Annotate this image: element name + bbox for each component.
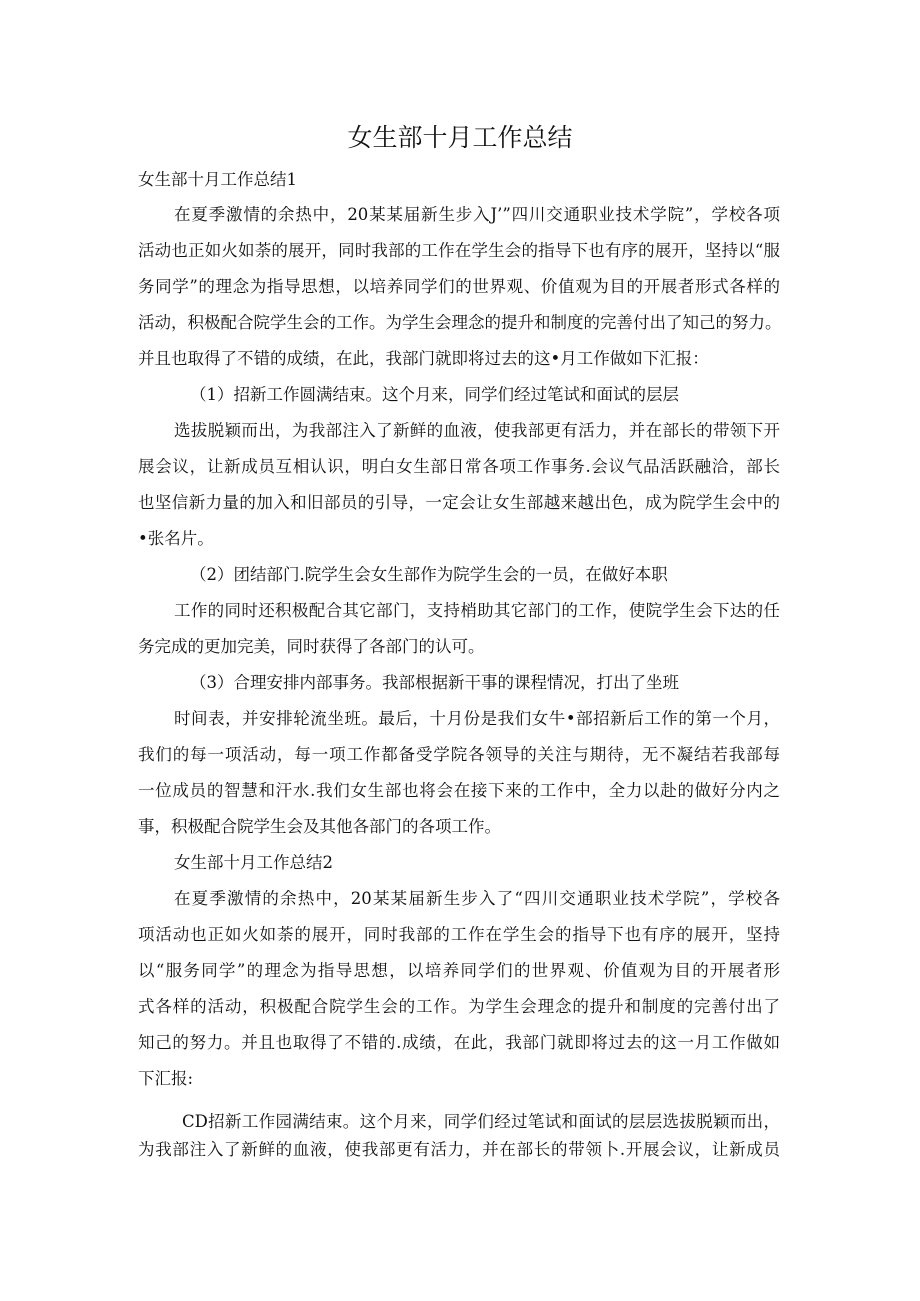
paragraph-line: 并且也取得了不错的成绩，在此，我部门就即将过去的这•月工作做如下汇报： <box>138 349 709 368</box>
list-item-heading-2: （2）团结部门.院学生会女生部作为院学生会的一员，在做好本职 <box>190 565 668 584</box>
paragraph-line: 为我部注入了新鲜的血液，使我部更有活力，并在部长的带领卜.开展会议，让新成员 <box>138 1140 780 1159</box>
section-heading-1: 女生部十月工作总结1 <box>138 170 297 189</box>
paragraph-line: 事，积极配合院学生会及其他各部门的各项工作。 <box>138 817 501 836</box>
paragraph-line: 以“服务同学”的理念为指导思想，以培养同学们的世界观、价值观为目的开展者形 <box>138 961 780 980</box>
paragraph-line: 时间表，并安排轮流坐班。最后，十月份是我们女牛•部招新后工作的第一个月， <box>174 709 780 728</box>
paragraph-line: 项活动也正如火如荼的展开，同时我部的工作在学生会的指导下也有序的展开，坚持 <box>138 925 780 944</box>
paragraph-line: •张名片。 <box>138 529 214 548</box>
paragraph-line: 活动也正如火如荼的展开，同时我部的工作在学生会的指导下也有序的展开，坚持以“服 <box>138 241 780 260</box>
paragraph-line: 下汇报: <box>138 1069 194 1088</box>
paragraph-line: 展会议，让新成员互相认识，明白女生部日常各项工作事务.会议气品活跃融洽，部长 <box>138 457 780 476</box>
section-heading-2: 女生部十月工作总结2 <box>174 853 333 872</box>
paragraph-line: 选拔脱颖而出，为我部注入了新鲜的血液，使我部更有活力，并在部长的带领下开 <box>174 421 780 440</box>
paragraph-line: 也坚信新力量的加入和旧部员的引导，一定会让女生部越来越出色，成为院学生会中的 <box>138 493 780 512</box>
paragraph-line: 知己的努力。并且也取得了不错的.成绩，在此，我部门就即将过去的这一月工作做如 <box>138 1033 780 1052</box>
paragraph-line: 式各样的活动，积极配合院学生会的工作。为学生会理念的提升和制度的完善付出了 <box>138 997 780 1016</box>
paragraph-line: 活动，积极配合院学生会的工作。为学生会理念的提升和制度的完善付出了知己的努力。 <box>138 313 782 332</box>
paragraph-line: 工作的同时还积极配合其它部门，支持梢助其它部门的工作，使院学生会下达的任 <box>174 601 780 620</box>
paragraph-line: 务同学”的理念为指导思想，以培养同学们的世界观、价值观为目的开展者形式各样的 <box>138 277 780 296</box>
paragraph-line: 务完成的更加完美，同时获得了各部门的认可。 <box>138 637 485 656</box>
paragraph-line: 在夏季激情的余热中，20某某届新生步入J’”四川交通职业技术学院”，学校各项 <box>174 205 780 224</box>
paragraph-line: 在夏季激情的余热中，20某某届新生步入了“四川交通职业技术学院”，学校各 <box>174 889 780 908</box>
paragraph-line: 一位成员的智慧和汗水.我们女生部也将会在接下来的工作中，全力以赴的做好分内之 <box>138 781 780 800</box>
list-item-heading-1: （1）招新工作圆满结束。这个月来，同学们经过笔试和面试的层层 <box>190 385 679 404</box>
paragraph-line: 我们的每一项活动，每一项工作都备受学院各领导的关注与期待，无不凝结若我部每 <box>138 745 780 764</box>
paragraph-line: CD招新工作园满结束。这个月来，同学们经过笔试和面试的层层选拔脱颖而出， <box>182 1112 780 1131</box>
document-title: 女生部十月工作总结 <box>347 123 573 152</box>
list-item-heading-3: （3）合理安排内部事务。我部根据新干事的课程情况，打出了坐班 <box>190 673 679 692</box>
